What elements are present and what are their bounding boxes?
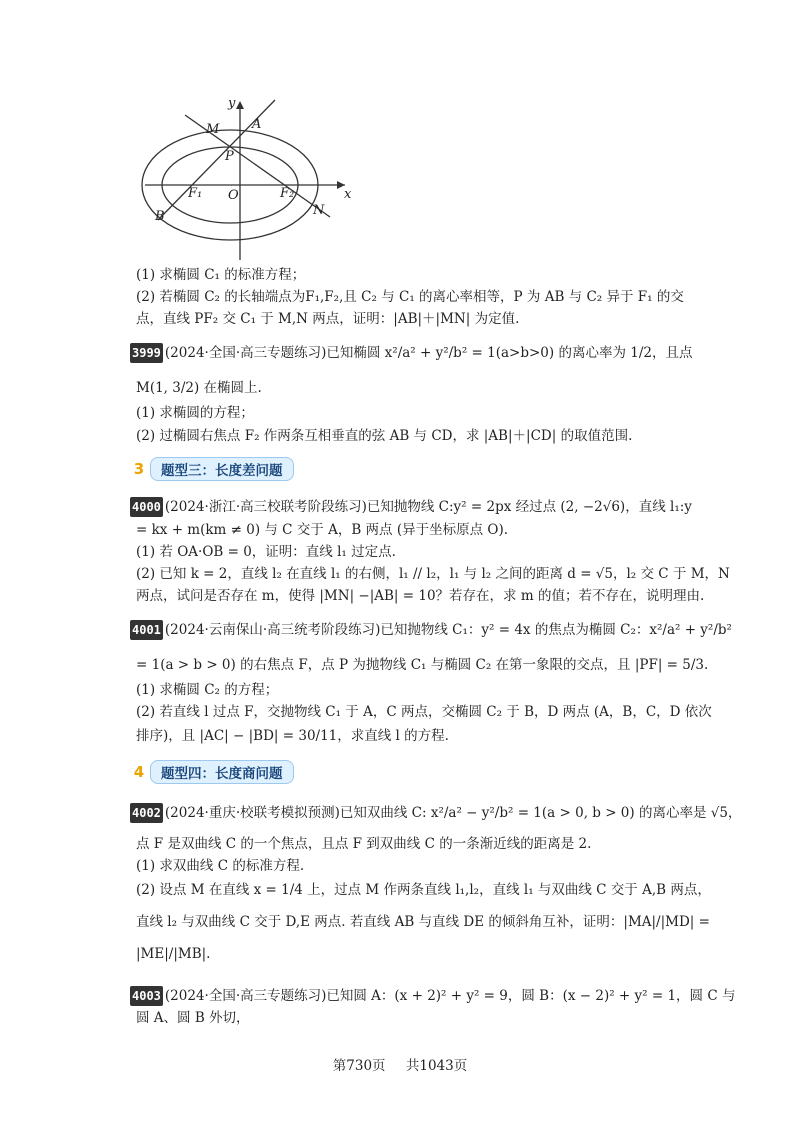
problem-4002-line-5: 直线 l₂ 与双曲线 C 交于 D,E 两点. 若直线 AB 与直线 DE 的倾斜角互补，证明：|MA|/|MD| = [136,914,710,930]
section-badge: 4 [133,763,145,781]
label-F1: F₁ [188,186,203,201]
section-heading-3 [128,457,294,481]
problem-4000-line-4: (2) 已知 k = 2，直线 l₂ 在直线 l₁ 的右侧，l₁ // l₂，l₁ 与 l₂ 之间的距离 d = √5，l₂ 交 C 于 M，N [136,566,730,582]
problem-4002-line-3: (1) 求双曲线 C 的标准方程. [136,858,305,874]
label-F2: F₂ [280,186,295,201]
problem-4002-line-2: 点 F 是双曲线 C 的一个焦点，且点 F 到双曲线 C 的一条渐近线的距离是 2. [136,836,592,852]
section-badge: 3 [133,460,145,478]
top-line-2: (2) 若椭圆 C₂ 的长轴端点为F₁,F₂,且 C₂ 与 C₁ 的离心率相等，P 为 AB 与 C₂ 异于 F₁ 的交 [136,289,684,305]
page-number: 第730页 [332,1058,386,1074]
top-line-3: 点，直线 PF₂ 交 C₁ 于 M,N 两点，证明：|AB|＋|MN| 为定值. [136,311,520,327]
problem-4002-line-4: (2) 设点 M 在直线 x = 1/4 上，过点 M 作两条直线 l₁,l₂，直线 l₁ 与双曲线 C 交于 A,B 两点， [136,882,711,898]
problem-number: 4000 [130,497,163,517]
problem-4002-line-6: |ME|/|MB|. [136,946,211,962]
problem-number: 4002 [130,803,163,823]
problem-4000-line-1: 4000 (2024·浙江·高三校联考阶段练习)已知抛物线 C:y² = 2px 经过点 (2, −2√6)，直线 l₁:y [132,499,692,515]
problem-4003-line-1: 4003 (2024·全国·高三专题练习)已知圆 A：(x + 2)² + y² = 9，圆 B：(x − 2)² + y² = 1，圆 C 与 [132,988,736,1004]
problem-4000-line-5: 两点，试问是否存在 m，使得 |MN| −|AB| = 10？若存在，求 m 的值；若不存在，说明理由. [136,588,705,604]
problem-4001-line-4: (2) 若直线 l 过点 F，交抛物线 C₁ 于 A，C 两点，交椭圆 C₂ 于 B，D 两点 (A，B，C，D 依次 [136,704,712,720]
label-y: y [228,96,236,111]
label-O: O [228,188,239,203]
problem-4001-line-3: (1) 求椭圆 C₂ 的方程； [136,682,279,698]
section-title: 题型三：长度差问题 [150,457,294,481]
problem-number: 3999 [130,343,163,363]
label-x: x [344,187,352,202]
problem-3999-line-4: (2) 过椭圆右焦点 F₂ 作两条互相垂直的弦 AB 与 CD，求 |AB|＋|CD| 的取值范围. [136,428,633,444]
label-B: B [155,209,165,224]
section-title: 题型四：长度商问题 [150,760,294,784]
problem-4001-line-5: 排序)，且 |AC| − |BD| = 30/11，求直线 l 的方程. [136,728,449,744]
problem-4001-line-2: = 1(a > b > 0) 的右焦点 F，点 P 为抛物线 C₁ 与椭圆 C₂ 在第一象限的交点，且 |PF| = 5/3. [136,657,709,673]
problem-4002-line-1: 4002 (2024·重庆·校联考模拟预测)已知双曲线 C: x²/a² − y²/b² = 1(a > 0, b > 0) 的离心率是 √5， [132,805,742,821]
problem-number: 4003 [130,986,163,1006]
problem-4003-line-2: 圆 A、圆 B 外切， [136,1010,250,1026]
ellipse-figure [140,95,360,265]
label-P: P [225,149,234,164]
problem-4000-line-3: (1) 若 OA·OB = 0，证明：直线 l₁ 过定点. [136,544,396,560]
problem-3999-line-1: 3999 (2024·全国·高三专题练习)已知椭圆 x²/a² + y²/b² = 1(a>b>0) 的离心率为 1/2，且点 [132,345,693,361]
label-A: A [252,117,262,132]
page-footer [0,1054,800,1074]
top-line-1: (1) 求椭圆 C₁ 的标准方程； [136,267,306,283]
page-total: 共1043页 [405,1058,468,1074]
problem-3999-line-2: M(1, 3/2) 在椭圆上. [136,380,262,396]
problem-4000-line-2: = kx + m(km ≠ 0) 与 C 交于 A，B 两点 (异于坐标原点 O). [136,522,509,538]
problem-number: 4001 [130,620,163,640]
problem-4001-line-1: 4001 (2024·云南保山·高三统考阶段练习)已知抛物线 C₁：y² = 4x 的焦点为椭圆 C₂：x²/a² + y²/b² [132,622,732,638]
label-M: M [206,122,220,137]
label-N: N [313,203,325,218]
section-heading-4 [128,760,294,784]
problem-3999-line-3: (1) 求椭圆的方程； [136,405,254,421]
